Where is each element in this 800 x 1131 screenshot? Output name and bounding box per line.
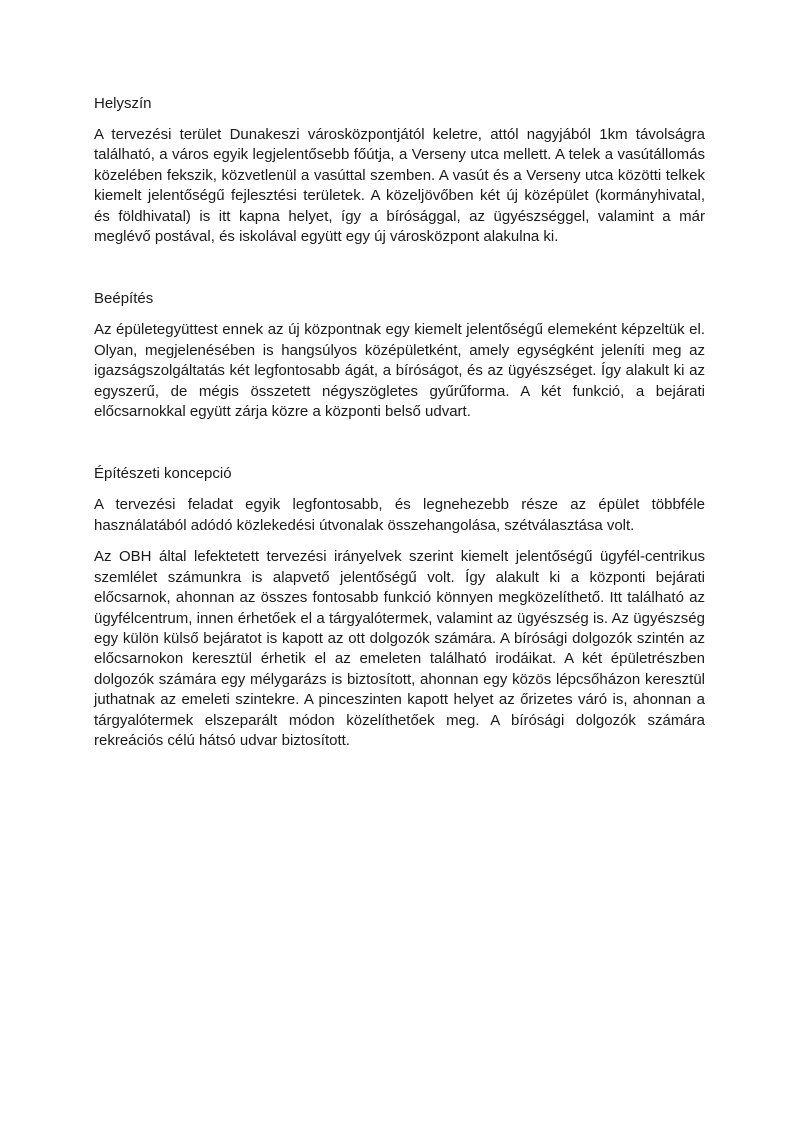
- section-helyszin: [94, 94, 705, 247]
- paragraph: Az OBH által lefektetett tervezési irányelvek szerint kiemelt jelentőségű ügyfél-centrikus szemlélet számunkra is alapvető jelentőségű volt. Így alakult ki a központi bejárati előcsarnok, ahonnan az összes fontosabb funkció könnyen megközelíthető. Itt található az ügyfélcentrum, innen érhetőek el a tárgyalótermek, valamint az ügyészség is. Az ügyészség egy külön külső bejáratot is kapott az ott dolgozók számára. A bírósági dolgozók szintén az előcsarnokon keresztül érhetik el az emeleten található irodáikat. A két épületrészben dolgozók számára egy mélygarázs is biztosított, ahonnan egy közös lépcsőházon keresztül juthatnak az emeleti szintekre. A pinceszinten kapott helyet az őrizetes váró is, ahonnan a tárgyalótermek elszeparált módon közelíthetőek meg. A bírósági dolgozók számára rekreációs célú hátsó udvar biztosított.: [94, 548, 705, 749]
- paragraph: Az épületegyüttest ennek az új központnak egy kiemelt jelentőségű elemeként képzeltük el. Olyan, megjelenésében is hangsúlyos középületként, amely egységként jeleníti meg az igazságszolgáltatás két legfontosabb ágát, a bíróságot, és az ügyészséget. Így alakult ki az egyszerű, de mégis összetett négyszögletes gyűrűforma. A két funkció, a bejárati előcsarnokkal együtt zárja közre a központi belső udvart.: [94, 321, 705, 421]
- document-page: [94, 94, 705, 751]
- paragraph: A tervezési terület Dunakeszi városközpontjától keletre, attól nagyjából 1km távolságra található, a város egyik legjelentősebb főútja, a Verseny utca mellett. A telek a vasútállomás közelében fekszik, közvetlenül a vasúttal szemben. A vasút és a Verseny utca közötti telkek kiemelt jelentőségű fejlesztési területek. A közeljövőben két új középület (kormányhivatal, és földhivatal) is itt kapna helyet, így a bírósággal, az ügyészséggel, valamint a már meglévő postával, és iskolával együtt egy új városközpont alakulna ki.: [94, 126, 705, 246]
- section-heading: Helyszín: [94, 95, 152, 112]
- section-heading: Beépítés: [94, 290, 154, 308]
- paragraph: A tervezési feladat egyik legfontosabb, és legnehezebb része az épület többféle használatából adódó közlekedési útvonalak összehangolása, szétválasztása volt.: [94, 496, 705, 534]
- section-heading: Építészeti koncepció: [94, 465, 232, 483]
- section-epiteszeti-koncepcio: [94, 464, 705, 751]
- section-beepites: [94, 289, 705, 422]
